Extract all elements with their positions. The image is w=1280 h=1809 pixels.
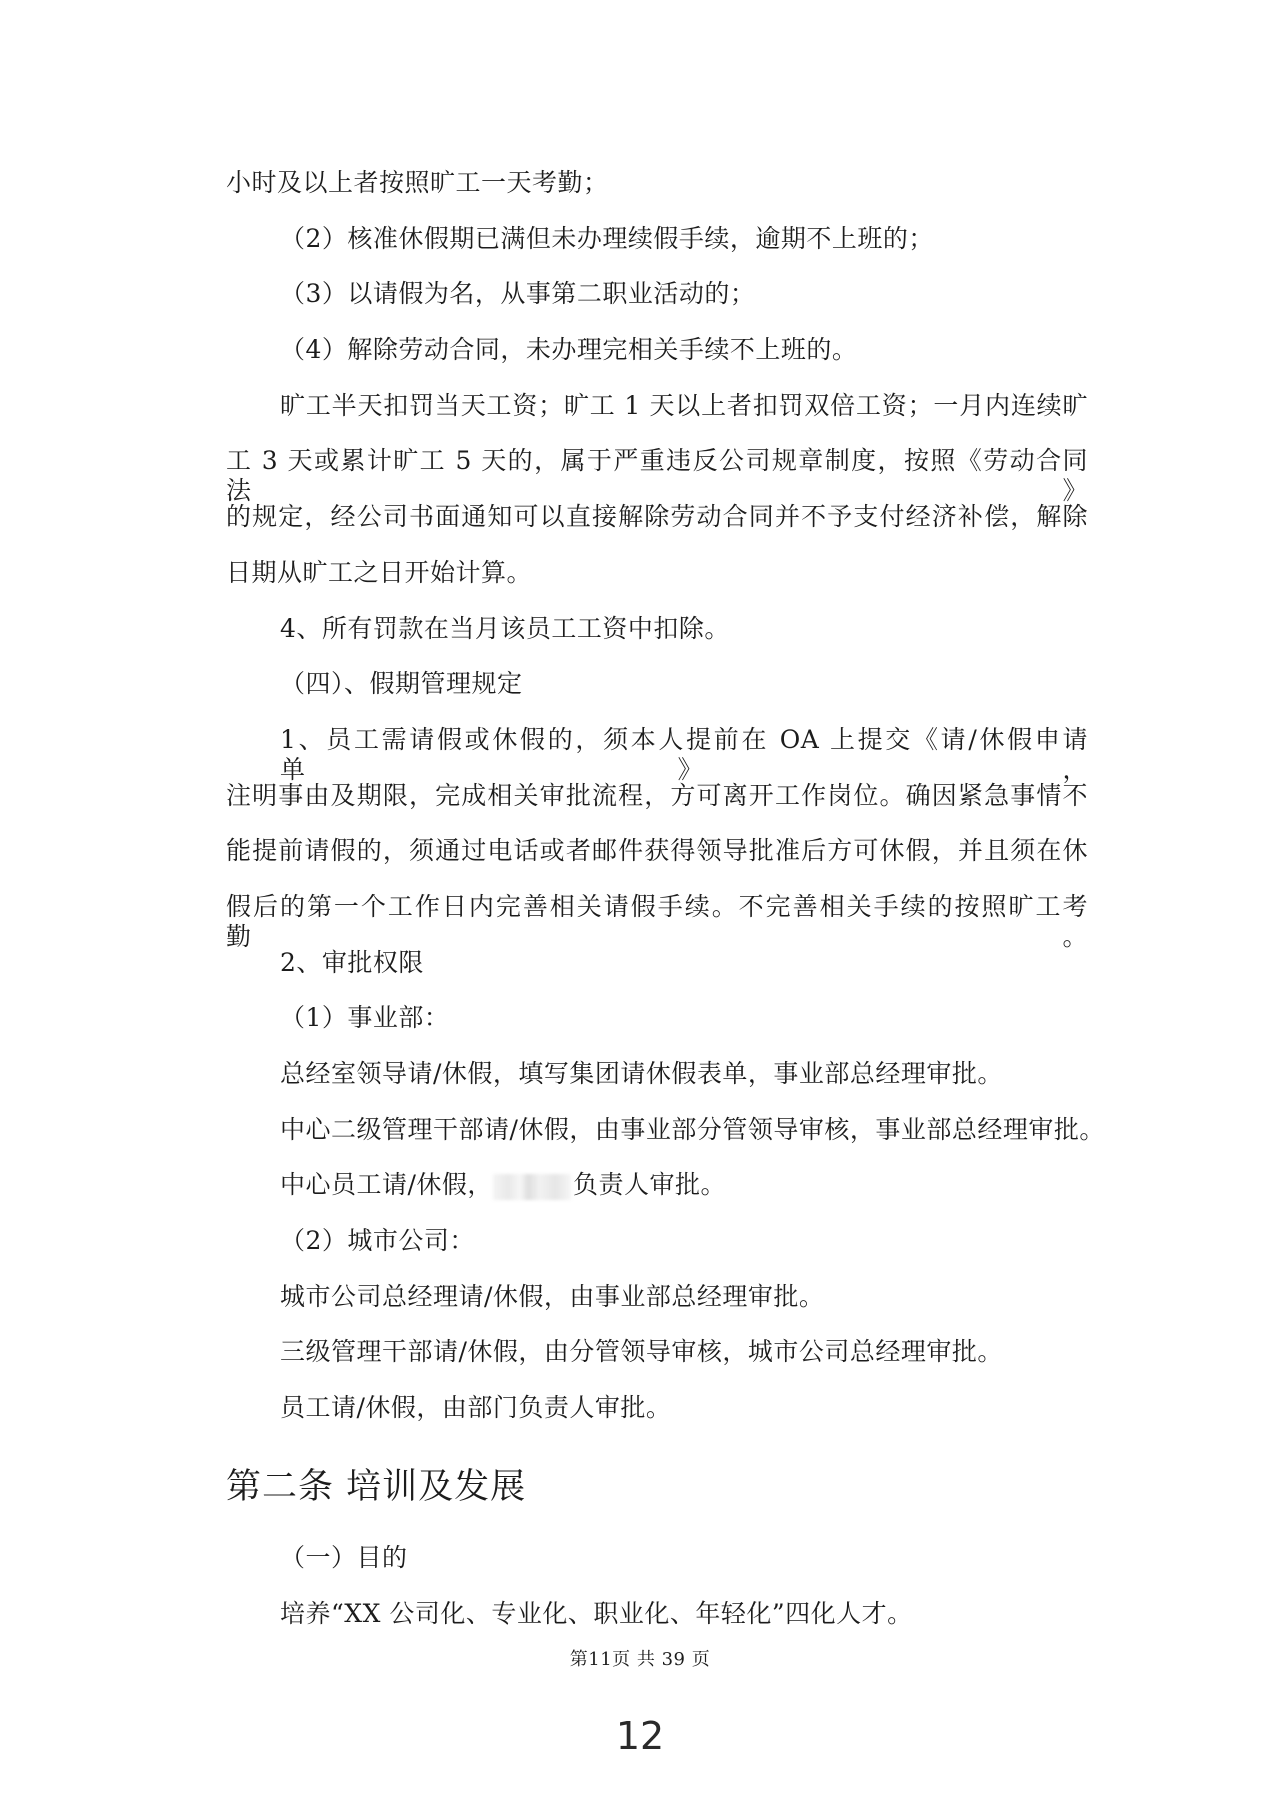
paragraph-line-redacted	[226, 1170, 1088, 1200]
paragraph-line: （3）以请假为名，从事第二职业活动的；	[280, 279, 756, 309]
paragraph-line: 1、员工需请假或休假的，须本人提前在 OA 上提交《请/休假申请单》，	[280, 724, 1088, 784]
paragraph-line: 中心二级管理干部请/休假，由事业部分管领导审核，事业部总经理审批。	[280, 1114, 1105, 1144]
paragraph-line: 城市公司总经理请/休假，由事业部总经理审批。	[280, 1281, 825, 1311]
paragraph-line: （2）核准休假期已满但未办理续假手续，逾期不上班的；	[280, 223, 934, 253]
section-body	[226, 1543, 1088, 1654]
paragraph-line: 总经室领导请/休假，填写集团请休假表单，事业部总经理审批。	[280, 1059, 1003, 1088]
paragraph-line: 旷工半天扣罚当天工资；旷工 1 天以上者扣罚双倍工资；一月内连续旷	[280, 390, 1088, 420]
paragraph-line: 能提前请假的，须通过电话或者邮件获得领导批准后方可休假，并且须在休	[226, 836, 1088, 866]
paragraph-line: 4、所有罚款在当月该员工工资中扣除。	[280, 613, 730, 643]
paragraph-line: 假后的第一个工作日内完善相关请假手续。不完善相关手续的按照旷工考勤。	[226, 891, 1088, 951]
line-text: 中心员工请/休假，	[280, 1170, 493, 1200]
section-heading: 第二条 培训及发展	[226, 1467, 527, 1507]
paragraph-line: （2）城市公司：	[280, 1226, 475, 1256]
paragraph-line: 培养“XX 公司化、专业化、职业化、年轻化”四化人才。	[280, 1598, 913, 1628]
paragraph-line: 工 3 天或累计旷工 5 天的，属于严重违反公司规章制度，按照《劳动合同法》	[226, 446, 1088, 506]
subsection-heading: （一）目的	[280, 1543, 408, 1572]
paragraph-line: 三级管理干部请/休假，由分管领导审核，城市公司总经理审批。	[280, 1337, 1003, 1367]
page-footer: 第11页 共 39 页	[569, 1649, 711, 1670]
paragraph-line: 的规定，经公司书面通知可以直接解除劳动合同并不予支付经济补偿，解除	[226, 502, 1088, 532]
paragraph-line: 小时及以上者按照旷工一天考勤；	[226, 168, 609, 197]
paragraph-line: （1）事业部：	[280, 1003, 450, 1033]
subsection-heading: （四）、假期管理规定	[280, 669, 523, 699]
viewer-page-number: 12	[615, 1714, 665, 1758]
paragraph-line: 2、审批权限	[280, 947, 424, 977]
body-text	[226, 168, 1105, 1449]
paragraph-line: 日期从旷工之日开始计算。	[226, 557, 533, 587]
paragraph-line: （4）解除劳动合同，未办理完相关手续不上班的。	[280, 335, 858, 365]
paragraph-line: 员工请/休假，由部门负责人审批。	[280, 1393, 672, 1423]
redacted-region	[493, 1174, 571, 1200]
paragraph-line: 注明事由及期限，完成相关审批流程，方可离开工作岗位。确因紧急事情不	[226, 780, 1088, 810]
line-text-tail: 负责人审批。	[572, 1170, 726, 1200]
